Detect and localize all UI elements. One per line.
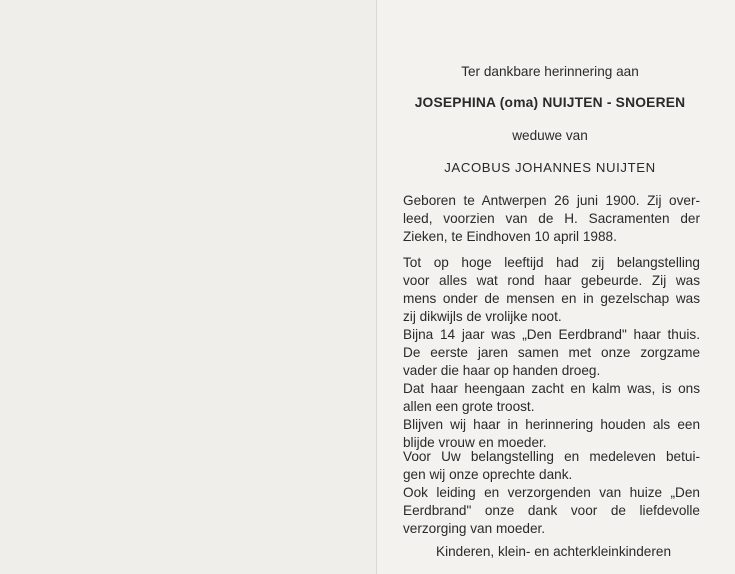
paragraph-line: allen een grote troost. xyxy=(403,399,535,414)
paragraph-line: mens onder de mensen en in gezelschap was xyxy=(403,291,700,306)
paragraph-line: Voor Uw belangstelling en medeleven betui- xyxy=(403,449,700,464)
paragraph-line: gen wij onze oprechte dank. xyxy=(403,467,573,482)
paragraph-line: verzorging van moeder. xyxy=(403,521,546,536)
paragraph-line: Zieken, te Eindhoven 10 april 1988. xyxy=(403,229,617,244)
name-surname: NUIJTEN - SNOEREN xyxy=(542,95,686,110)
widow-of-line: weduwe van xyxy=(512,128,588,143)
deceased-name xyxy=(390,94,710,112)
name-first: JOSEPHINA xyxy=(414,95,496,110)
paragraph-line: Tot op hoge leeftijd had zij belangstelling xyxy=(403,255,700,270)
name-oma: (oma) xyxy=(499,95,539,110)
paragraph-line: Dat haar heengaan zacht en kalm was, is ons xyxy=(403,381,700,396)
paragraph-line: leed, voorzien van de H. Sacramenten der xyxy=(403,211,700,226)
paragraph-line: voor alles wat rond haar gebeurde. Zij was xyxy=(403,273,700,288)
paragraph-line: Geboren te Antwerpen 26 juni 1900. Zij over- xyxy=(403,193,700,208)
paragraph-line: De eerste jaren samen met onze zorgzame xyxy=(403,345,700,360)
birth-paragraph xyxy=(403,192,700,246)
paragraph-line: Ook leiding en verzorgenden van huize „Den xyxy=(403,485,700,500)
husband-name: JACOBUS JOHANNES NUIJTEN xyxy=(444,160,656,175)
paragraph-line: Eerdbrand" onze dank voor de liefdevolle xyxy=(403,503,700,518)
paragraph-line: Bijna 14 jaar was „Den Eerdbrand" haar thuis. xyxy=(403,327,700,342)
thanks-paragraph xyxy=(403,448,700,538)
signature-line: Kinderen, klein- en achterkleinkinderen xyxy=(436,544,672,559)
paragraph-line: zij dikwijls de vrolijke noot. xyxy=(403,309,562,324)
paragraph-line: blijde vrouw en moeder. xyxy=(403,435,547,450)
life-paragraph xyxy=(403,254,700,452)
paragraph-line: vader die haar op handen droeg. xyxy=(403,363,601,378)
paragraph-line: Blijven wij haar in herinnering houden als een xyxy=(403,417,700,432)
intro-line: Ter dankbare herinnering aan xyxy=(461,64,639,79)
